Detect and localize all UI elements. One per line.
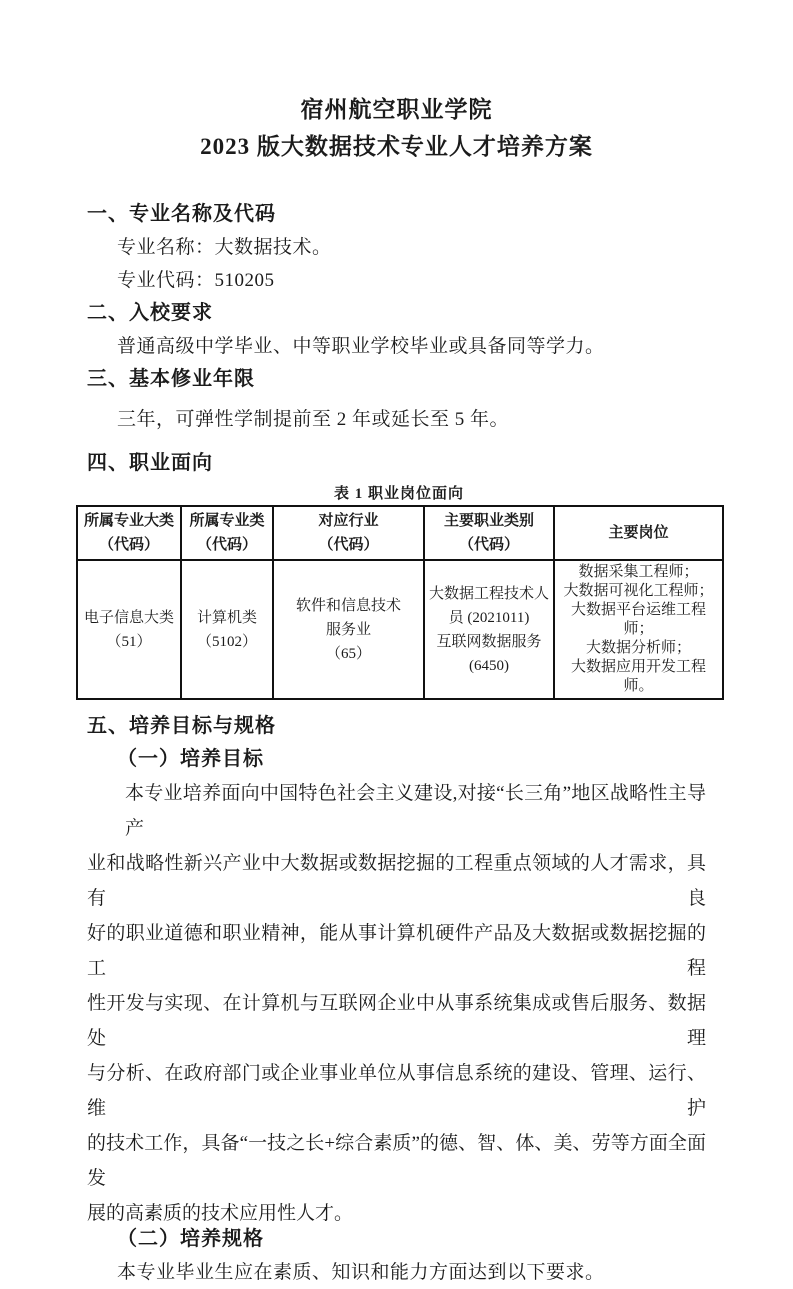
cell-main-posts: 数据采集工程师； 大数据可视化工程师； 大数据平台运维工程师； 大数据分析师； 大数据应用开发工程师。	[554, 560, 723, 699]
paragraph-line: 好的职业道德和职业精神，能从事计算机硬件产品及大数据或数据挖掘的工程	[87, 923, 706, 979]
major-name-line: 专业名称：大数据技术。	[117, 237, 332, 258]
table-row	[77, 560, 723, 699]
paragraph-line: 业和战略性新兴产业中大数据或数据挖掘的工程重点领域的人才需求，具有良	[87, 853, 706, 909]
training-spec-line: 本专业毕业生应在素质、知识和能力方面达到以下要求。	[117, 1262, 605, 1283]
header-main-posts: 主要岗位	[554, 506, 723, 560]
training-goal-paragraph	[87, 776, 706, 1231]
cell-major-class: 计算机类 （5102）	[181, 560, 273, 699]
section-5-heading: 五、培养目标与规格	[87, 715, 276, 737]
table-caption: 表 1 职业岗位面向	[333, 486, 464, 502]
job-orientation-table	[76, 505, 724, 700]
section-4-heading: 四、职业面向	[87, 452, 213, 474]
section-3-heading: 三、基本修业年限	[87, 368, 255, 390]
header-major-class: 所属专业类 （代码）	[181, 506, 273, 560]
subsection-1-heading: （一）培养目标	[117, 748, 264, 770]
paragraph-line: 性开发与实现、在计算机与互联网企业中从事系统集成或售后服务、数据处理	[87, 993, 706, 1049]
doc-title-line1: 宿州航空职业学院	[300, 97, 493, 122]
cell-industry: 软件和信息技术 服务业 （65）	[273, 560, 424, 699]
table-header-row	[77, 506, 723, 560]
subsection-2-heading: （二）培养规格	[117, 1228, 264, 1250]
section-1-heading: 一、专业名称及代码	[87, 203, 276, 225]
paragraph-line: 展的高素质的技术应用性人才。	[87, 1203, 354, 1224]
header-industry: 对应行业 （代码）	[273, 506, 424, 560]
cell-major-category: 电子信息大类 （51）	[77, 560, 181, 699]
paragraph-line: 与分析、在政府部门或企业事业单位从事信息系统的建设、管理、运行、维护	[87, 1063, 706, 1119]
study-duration-line: 三年，可弹性学制提前至 2 年或延长至 5 年。	[117, 409, 510, 430]
section-2-heading: 二、入校要求	[87, 302, 213, 324]
cell-occupation-category: 大数据工程技术人 员 (2021011) 互联网数据服务 (6450)	[424, 560, 554, 699]
major-code-line: 专业代码：510205	[117, 270, 275, 291]
doc-title-line2: 2023 版大数据技术专业人才培养方案	[200, 134, 593, 159]
paragraph-line: 的技术工作，具备“一技之长+综合素质”的德、智、体、美、劳等方面全面发	[87, 1133, 706, 1189]
paragraph-line: 本专业培养面向中国特色社会主义建设,对接“长三角”地区战略性主导产	[125, 783, 706, 839]
entry-requirement-line: 普通高级中学毕业、中等职业学校毕业或具备同等学力。	[117, 336, 605, 357]
header-occupation-category: 主要职业类别 （代码）	[424, 506, 554, 560]
header-major-category: 所属专业大类 （代码）	[77, 506, 181, 560]
